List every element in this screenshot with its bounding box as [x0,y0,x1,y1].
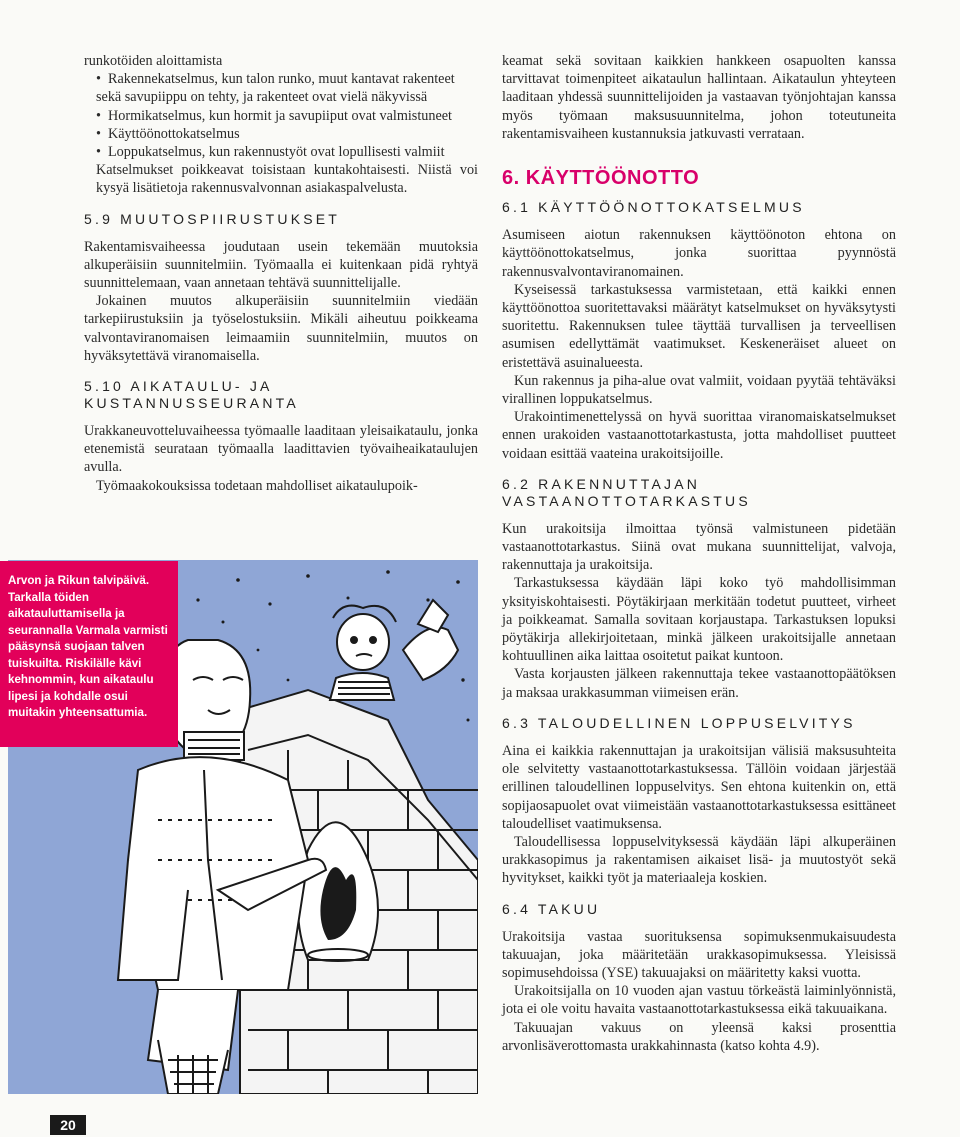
illustration-caption: Arvon ja Rikun talvipäivä. Tarkalla töiden aikatauluttamisella ja seurannalla Varmala varmisti pääsynsä suojaan talven tuiskuilta. Riskilälle kävi kehnommin, kun aikataulu lipesi ja kohdalle osui muitakin yhteensattumia. [0,561,178,747]
heading-5-10: 5.10 AIKATAULU- JA KUSTANNUSSEURANTA [84,378,299,412]
paragraph-6-4-2: Urakoitsijalla on 10 vuoden ajan vastuu törkeästä laiminlyönnistä, jota ei ole voitu havaita vastaanottotarkastuksessa eikä takuuaikana. [502,983,896,1018]
heading-6-1: 6.1 KÄYTTÖÖNOTTOKATSELMUS [502,199,805,216]
paragraph-6-2-2: Tarkastuksessa käydään läpi koko työ mahdollisimman yksityiskohtaisesti. Pöytäkirjaan merkitään todetut puutteet, virheet ja poikkeamat. Samalla sovitaan korjaustapa. Tarkastuksen lopuksi pöytäkirja allekirjoitetaan, minkä jälkeen urakoitsijalle annetaan kohtuullinen aika laittaa osoitetut paikat kuntoon. [502,575,896,665]
bullet-dot-icon: • [96,107,101,124]
paragraph-5-9-2: Jokainen muutos alkuperäisiin suunnitelmiin viedään tarkepiirustuksiin ja työselostuksiin. Mikäli aiheutuu poikkeama valvontaviranomaisen leimaamiin suunnitelmiin, muutos on hyväksytettävä viranomaisella. [84,293,478,364]
paragraph-6-1-3: Kun rakennus ja piha-alue ovat valmiit, voidaan pyytää tehtäväksi virallinen loppukatselmus. [502,372,896,408]
paragraph-5-10-1: Urakkaneuvotteluvaiheessa työmaalle laaditaan yleisaikataulu, jonka etenemistä seurataan työmaalla laadittavien työvaiheaikataulujen avulla. [84,423,478,476]
heading-6-3: 6.3 TALOUDELLINEN LOPPUSELVITYS [502,714,856,731]
paragraph-intro: runkotöiden aloittamista [84,53,223,69]
man-behind-wall [330,600,458,700]
left-column [84,52,478,495]
heading-6-2-line2: VASTAANOTTOTARKASTUS [502,492,751,509]
bullet-dot-icon: • [96,125,101,142]
paragraph-6-1-4: Urakointimenettelyssä on hyvä suorittaa viranomaiskatselmukset ennen urakoiden vastaanottotarkastusta, jotta mahdolliset puutteet voidaan esittää vaateina urakoitsijoille. [502,409,896,462]
bullet-item: • Käyttöönottokatselmus [96,125,240,142]
paragraph-6-2-1: Kun urakoitsija ilmoittaa työnsä valmistuneen pidetään vastaanottotarkastus. Siinä ovat mukana suunnittelijat, valvoja, rakennuttaja ja urakoitsija. [502,520,896,574]
paragraph-5-9-1: Rakentamisvaiheessa joudutaan usein tekemään muutoksia alkuperäisiin suunnitelmiin. Työmaalla ei kuitenkaan pidä ryhtyä suunnittelemaan, vaan annetaan tehtävä suunnittelijalle. [84,238,478,292]
paragraph-6-4-3: Takuuajan vakuus on yleensä kaksi prosenttia arvonlisäverottomasta urakkahinnasta (katso kohta 4.9). [502,1019,896,1054]
paragraph-5-10-2: Työmaakokouksissa todetaan mahdolliset aikataulupoik- [96,477,418,494]
bullet-item: • Loppukatselmus, kun rakennustyöt ovat lopullisesti valmiit [96,144,445,161]
page-number: 20 [40,1115,86,1135]
paragraph-katselmukset: Katselmukset poikkeavat toisistaan kuntakohtaisesti. Niistä voi kysyä lisätietoja rakennusvalvonnan asiakaspalvelusta. [96,162,478,197]
paragraph-6-4-1: Urakoitsija vastaa suorituksensa sopimuksenmukaisuudesta takuuajan, joka määritetään urakkasopimuksessa. Yleisissä sopimusehdoissa (YSE) takuuajaksi on määritetty kaksi vuotta. [502,928,896,981]
bullet-dot-icon: • [96,144,101,161]
paragraph-6-1-1: Asumiseen aiotun rakennuksen käyttöönoton ehtona on käyttöönottokatselmus, jonka suorittaa pyynnöstä rakennusvalvontaviranomainen. [502,227,896,280]
paragraph-6-3-1: Aina ei kaikkia rakennuttajan ja urakoitsijan välisiä maksusuhteita ole selvitetty vastaanottotarkastuksessa. Tällöin voidaan järjestää erillinen taloudellinen loppuselvitys. Sen ehtona kuitenkin on, että sopijaosapuolet ovat viimeistään vastaanottotarkastuksessa esittäneet taloudelliset vaatimuksensa. [502,742,896,832]
paragraph-6-2-3: Vasta korjausten jälkeen rakennuttaja tekee vastaanottopäätöksen ja maksaa urakkasumman viimeisen erän. [502,666,896,701]
heading-section-6: 6. KÄYTTÖÖNOTTO [502,167,700,190]
bullet-item: • Rakennekatselmus, kun talon runko, muut kantavat rakenteet sekä savupiippu on tehty, ja rakenteet ovat vielä näkyvissä [96,71,455,106]
right-column [502,52,896,1055]
paragraph-6-1-2: Kyseisessä tarkastuksessa varmistetaan, että kaikki ennen käyttöönottoa suoritettavaksi määrätyt katselmukset on hyväksytysti suoritettu. Rakennuksen tulee täyttää turvallisen ja terveellisen asumisen edellyttämät vaatimukset. Keskeneräiset alueet on eristettävä asuinalueesta. [502,281,896,371]
heading-6-4: 6.4 TAKUU [502,900,601,917]
heading-6-2-line1: 6.2 RAKENNUTTAJAN [502,475,701,492]
paragraph-6-3-2: Taloudellisessa loppuselvityksessä käydään läpi alkuperäinen urakkasopimus ja rakentamisen aikaiset lisä- ja muutostyöt sekä hyvitykset, kaikki työt ja materiaaleja koskien. [502,833,896,887]
bullet-item: • Hormikatselmus, kun hormit ja savupiiput ovat valmistuneet [96,107,452,124]
bullet-dot-icon: • [96,71,101,88]
paragraph-continuation: keamat sekä sovitaan kaikkien hankkeen osapuolten kanssa tarvittavat toimenpiteet aikataulun hallintaan. Aikataulun yhteyteen laaditaan yhdessä suunnittelijoiden ja vastaavan työnjohtajan kanssa myös työmaan maksusuunnitelma, johon toteutuneita rakentamisvaiheen kustannuksia jatkuvasti verrataan. [502,53,896,142]
heading-5-9: 5.9 MUUTOSPIIRUSTUKSET [84,210,341,227]
